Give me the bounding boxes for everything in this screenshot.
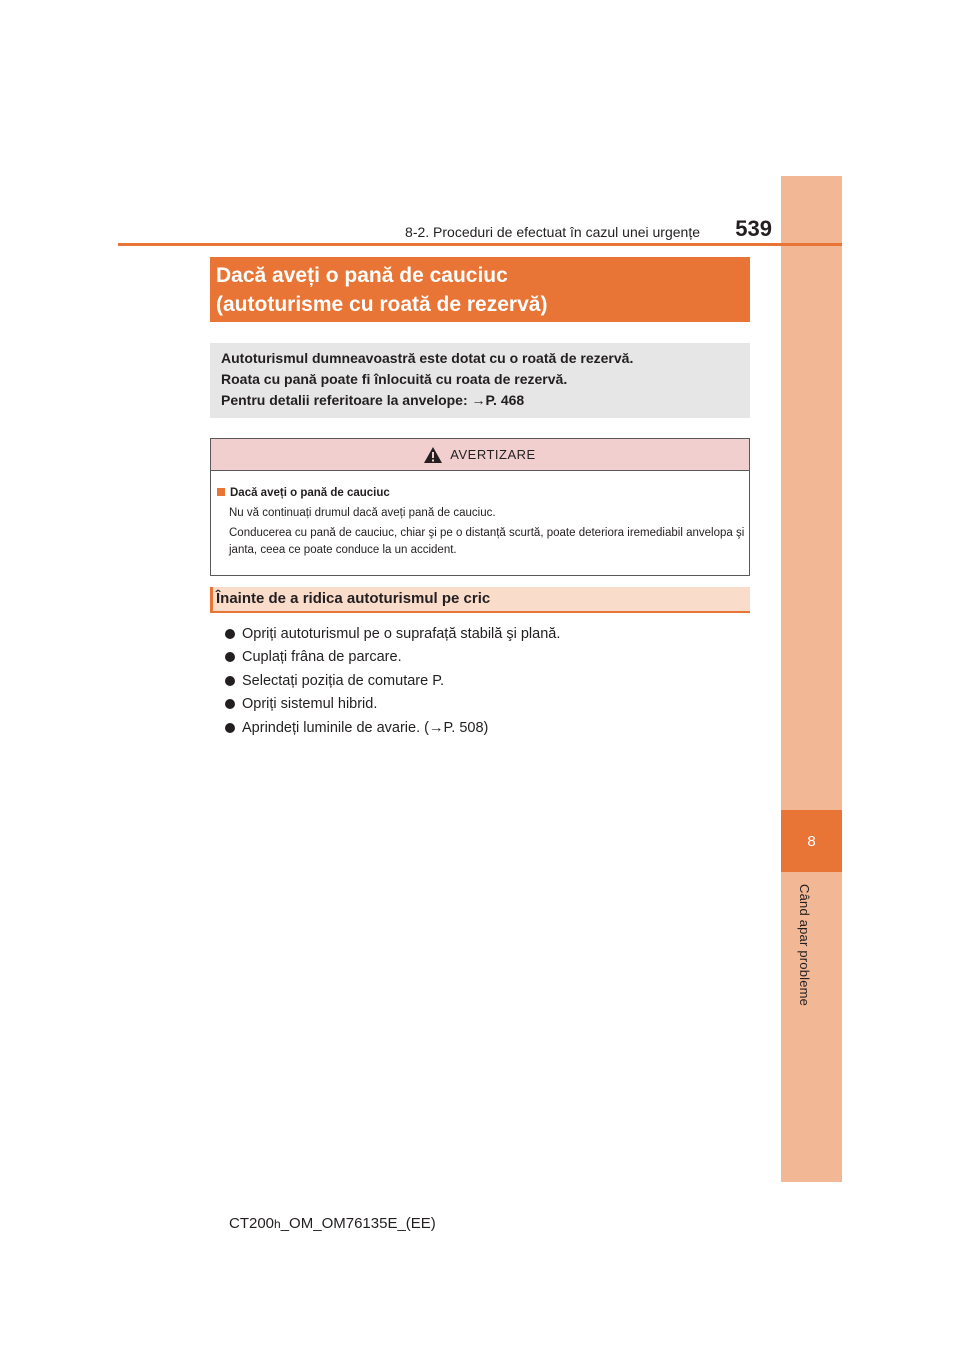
page-title	[210, 257, 750, 322]
step-list	[225, 622, 745, 740]
model-suffix: _OM_OM76135E_(EE)	[280, 1215, 436, 1232]
list-item-text: Cuplați frâna de parcare.	[242, 649, 402, 666]
page-title-line1: Dacă aveți o pană de cauciuc	[216, 264, 508, 287]
page-header	[118, 214, 782, 244]
chapter-number: 8	[781, 810, 842, 872]
model-prefix: CT200	[229, 1215, 275, 1232]
list-item	[225, 693, 745, 717]
warning-triangle-icon	[424, 447, 442, 463]
warning-header	[211, 439, 749, 471]
square-bullet-icon	[217, 488, 225, 496]
intro-line1: Autoturismul dumneavoastră este dotat cu o roată de rezervă.	[221, 350, 634, 366]
warning-title-text: Dacă aveți o pană de cauciuc	[230, 487, 390, 499]
warning-paragraph-2: Conducerea cu pană de cauciuc, chiar şi pe o distanță scurtă, poate deteriora iremediabil anvelopa şi janta, ceea ce poate conduce la un accident.	[229, 527, 745, 556]
warning-box	[210, 438, 750, 576]
model-sub: h	[274, 1217, 281, 1231]
list-item-text: Opriți sistemul hibrid.	[242, 696, 378, 713]
list-item-text: Aprindeți luminile de avarie. (→P. 508)	[242, 719, 489, 736]
list-item	[225, 716, 745, 740]
chapter-side-tab	[781, 176, 842, 1182]
section-title: 8-2. Proceduri de efectuat în cazul unei urgențe	[405, 224, 700, 240]
bullet-dot-icon	[225, 652, 235, 662]
bullet-dot-icon	[225, 676, 235, 686]
chapter-label: Când apar probleme	[797, 884, 812, 1007]
subsection-title: Înainte de a ridica autoturismul pe cric	[210, 587, 750, 613]
bullet-dot-icon	[225, 723, 235, 733]
warning-label: AVERTIZARE	[450, 447, 536, 462]
list-item	[225, 622, 745, 646]
bullet-dot-icon	[225, 629, 235, 639]
header-rule	[118, 243, 842, 246]
warning-title	[217, 485, 749, 502]
document-code	[229, 1215, 436, 1232]
warning-paragraph-1: Nu vă continuați drumul dacă aveți pană de cauciuc.	[229, 507, 496, 519]
page-number: 539	[735, 216, 772, 241]
list-item-text: Opriți autoturismul pe o suprafață stabilă şi plană.	[242, 625, 561, 642]
warning-body	[211, 471, 749, 559]
list-item-text: Selectați poziția de comutare P.	[242, 672, 445, 689]
bullet-dot-icon	[225, 699, 235, 709]
list-item	[225, 669, 745, 693]
list-item	[225, 646, 745, 670]
page-title-line2: (autoturisme cu roată de rezervă)	[216, 293, 548, 316]
intro-line3: Pentru detalii referitoare la anvelope: →P. 468	[221, 392, 525, 408]
intro-line2: Roata cu pană poate fi înlocuită cu roata de rezervă.	[221, 371, 568, 387]
intro-box	[210, 343, 750, 418]
